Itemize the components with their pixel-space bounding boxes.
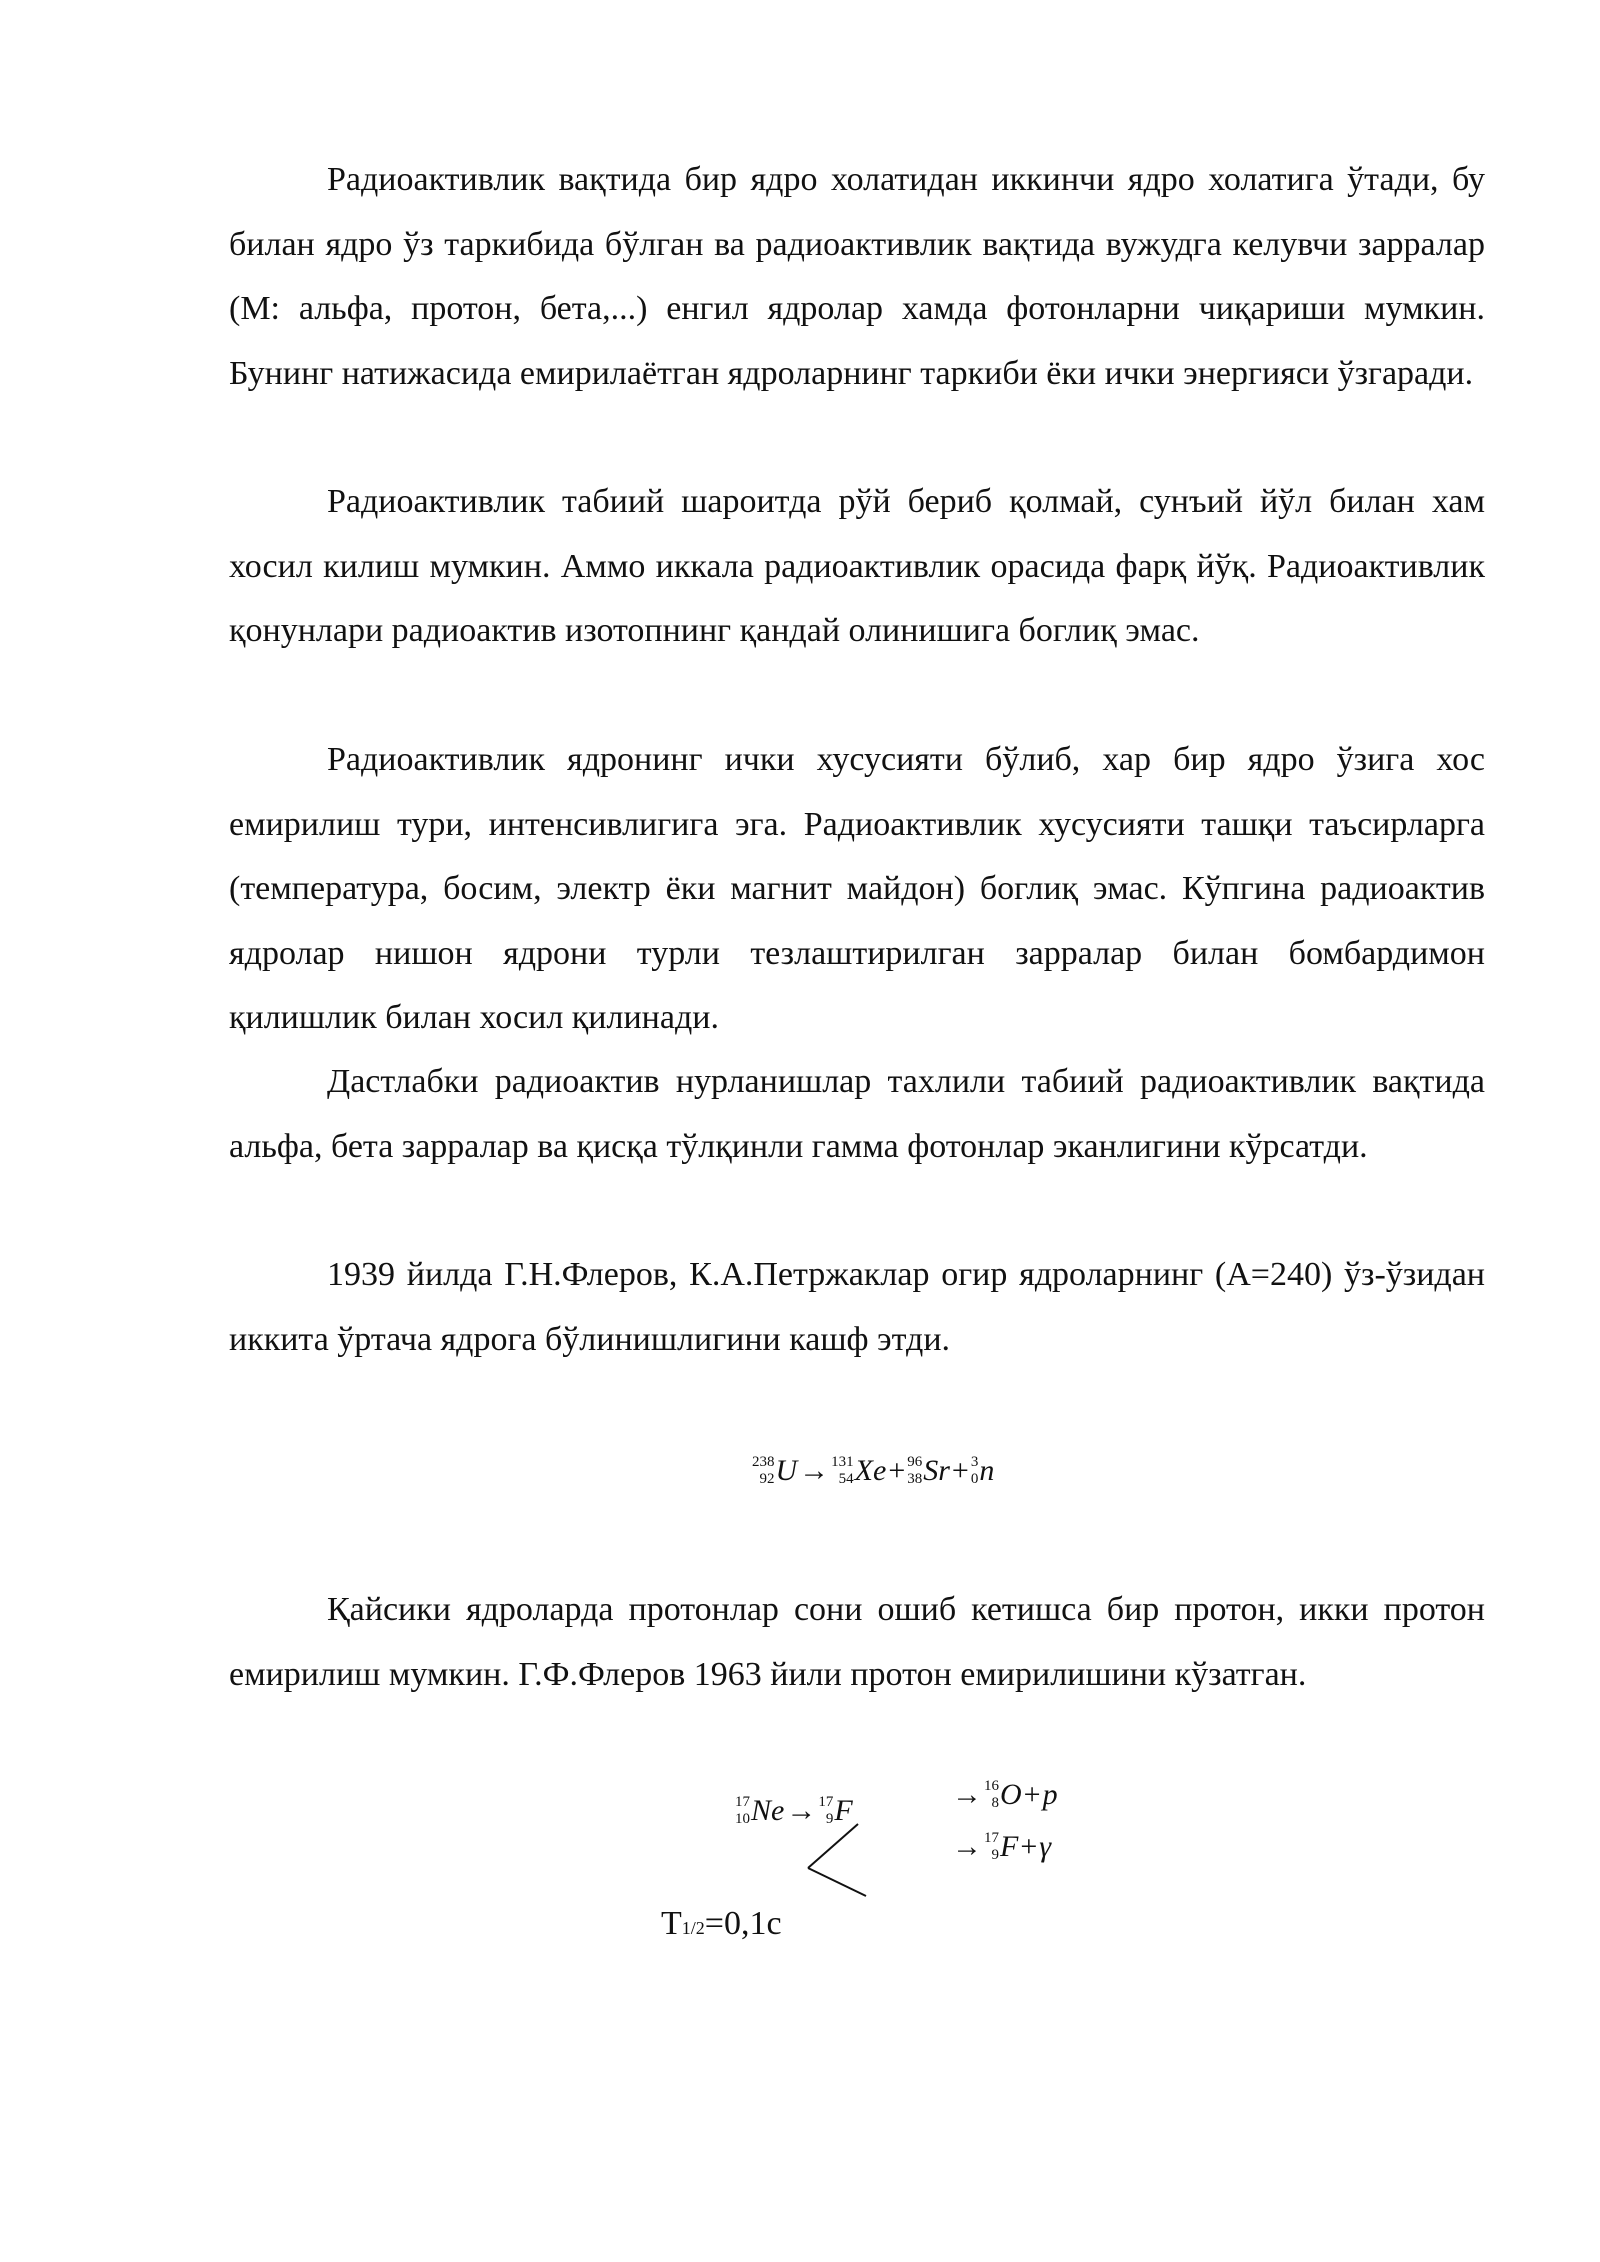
- oxygen-symbol: O: [1000, 1778, 1022, 1812]
- arrow: →: [786, 1794, 817, 1828]
- arrow: →: [952, 1830, 982, 1864]
- neon-symbol: Ne: [751, 1794, 785, 1828]
- arrow: →: [952, 1778, 982, 1812]
- paragraph-fission-discovery: 1939 йилда Г.Н.Флеров, К.А.Петржаклар огир ядроларнинг (А=240) ўз-ўзидан иккита ўртача ядрога бўлинишлигини кашф этди.: [229, 1256, 1485, 1358]
- plus-sign: +: [1020, 1830, 1038, 1864]
- half-life-label: T1/2=0,1с: [661, 1905, 782, 1942]
- branch-line-lower: [808, 1868, 866, 1896]
- paragraph-artificial-radioactivity: Радиоактивлик табиий шароитда рўй бериб қолмай, сунъий йўл билан хам хосил килиш мумкин. Аммо иккала радиоактивлик орасида фарқ йўқ. Радиоактивлик қонунлари радиоактив изотопнинг қандай олинишига боглиқ эмас.: [229, 483, 1485, 649]
- paragraph-radioactivity-transition: Радиоактивлик вақтида бир ядро холатидан иккинчи ядро холатига ўтади, бу билан ядро ўз таркибида бўлган ва радиоактивлик вақтида вужудга келувчи зарралар (М: альфа, протон, бета,...) енгил ядролар хамда фотонларни чиқариши мумкин. Бунинг натижасида емирилаётган ядроларнинг таркиби ёки ички энергияси ўзгаради.: [229, 161, 1485, 392]
- paragraph-early-analysis: Дастлабки радиоактив нурланишлар тахлили табиий радиоактивлик вақтида альфа, бета зарралар ва қисқа тўлқинли гамма фотонлар эканлигини кўрсатди.: [229, 1063, 1485, 1165]
- paragraph-proton-decay: Қайсики ядроларда протонлар сони ошиб кетишса бир протон, икки протон емирилиш мумкин. Г.Ф.Флеров 1963 йили протон емирилишини кўзатган.: [229, 1591, 1485, 1693]
- strontium-symbol: Sr: [923, 1454, 950, 1488]
- paragraph-nucleus-property: Радиоактивлик ядронинг ички хусусияти бўлиб, хар бир ядро ўзига хос емирилиш тури, интенсивлигига эга. Радиоактивлик хусусияти ташқи таъсирларга (температура, босим, электр ёки магнит майдон) боглиқ эмас. Кўпгина радиоактив ядролар нишон ядрони турли тезлаштирилган зарралар билан бомбардимон қилишлик билан хосил қилинади.: [229, 741, 1485, 1036]
- gamma-symbol: γ: [1039, 1830, 1052, 1864]
- uranium-symbol: U: [775, 1454, 798, 1488]
- fluorine-symbol: F: [834, 1794, 853, 1828]
- plus-sign: +: [1023, 1778, 1041, 1812]
- neutron-symbol: n: [979, 1454, 995, 1488]
- decay-branch-proton: → 16 8 O+p: [952, 1778, 1058, 1812]
- plus-sign: +: [951, 1454, 969, 1488]
- fission-equation: 238 92 U→ 131 54 Xe+ 96 38 Sr+ 3 0 n: [752, 1454, 995, 1488]
- branch-lines: [800, 1820, 870, 1900]
- fluorine-symbol: F: [1000, 1830, 1019, 1864]
- arrow: →: [799, 1454, 830, 1488]
- branch-line-upper: [808, 1824, 858, 1868]
- decay-scheme-parent: 17 10 Ne→ 17 9 F: [735, 1794, 853, 1828]
- xenon-symbol: Xe: [854, 1454, 887, 1488]
- decay-branch-gamma: → 17 9 F+γ: [952, 1830, 1052, 1864]
- plus-sign: +: [888, 1454, 906, 1488]
- proton-symbol: p: [1042, 1778, 1058, 1812]
